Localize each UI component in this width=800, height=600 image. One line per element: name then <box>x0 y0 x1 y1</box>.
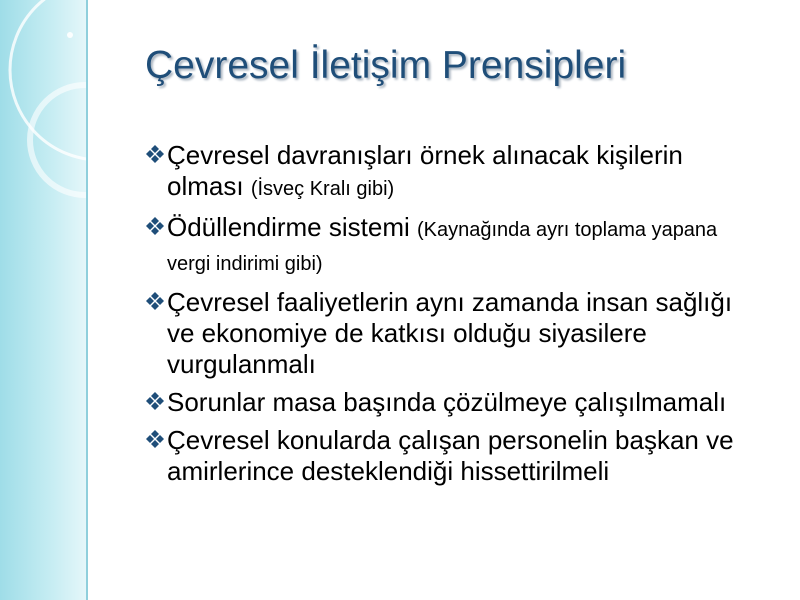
bullet-note: (İsveç Kralı gibi) <box>250 178 395 200</box>
diamond-bullet-icon <box>145 391 165 411</box>
diamond-bullet-icon <box>145 216 165 236</box>
slide-title: Çevresel İletişim Prensipleri <box>145 44 627 87</box>
bullet-note: (Kaynağında ayrı toplama yapana vergi indirimi gibi) <box>167 219 718 275</box>
list-item <box>145 287 745 380</box>
bullet-text: Çevresel davranışları örnek alınacak kişilerin olması <box>167 140 683 201</box>
list-item <box>145 140 745 205</box>
bullet-text: Çevresel konularda çalışan personelin başkan ve amirlerince desteklendiği hissettirilmeli <box>167 425 734 486</box>
list-item <box>145 212 745 280</box>
bullet-list <box>145 140 745 494</box>
diamond-bullet-icon <box>145 429 165 449</box>
decorative-side-band <box>0 0 88 600</box>
bullet-text: Sorunlar masa başında çözülmeye çalışılmamalı <box>167 387 727 417</box>
list-item <box>145 387 745 418</box>
diamond-bullet-icon <box>145 291 165 311</box>
decorative-arcs <box>0 0 88 600</box>
list-item <box>145 425 745 487</box>
bullet-text: Çevresel faaliyetlerin aynı zamanda insan sağlığı ve ekonomiye de katkısı olduğu siyasilere vurgulanmalı <box>167 287 733 379</box>
bullet-text: Ödüllendirme sistemi <box>167 212 410 242</box>
diamond-bullet-icon <box>145 144 165 164</box>
